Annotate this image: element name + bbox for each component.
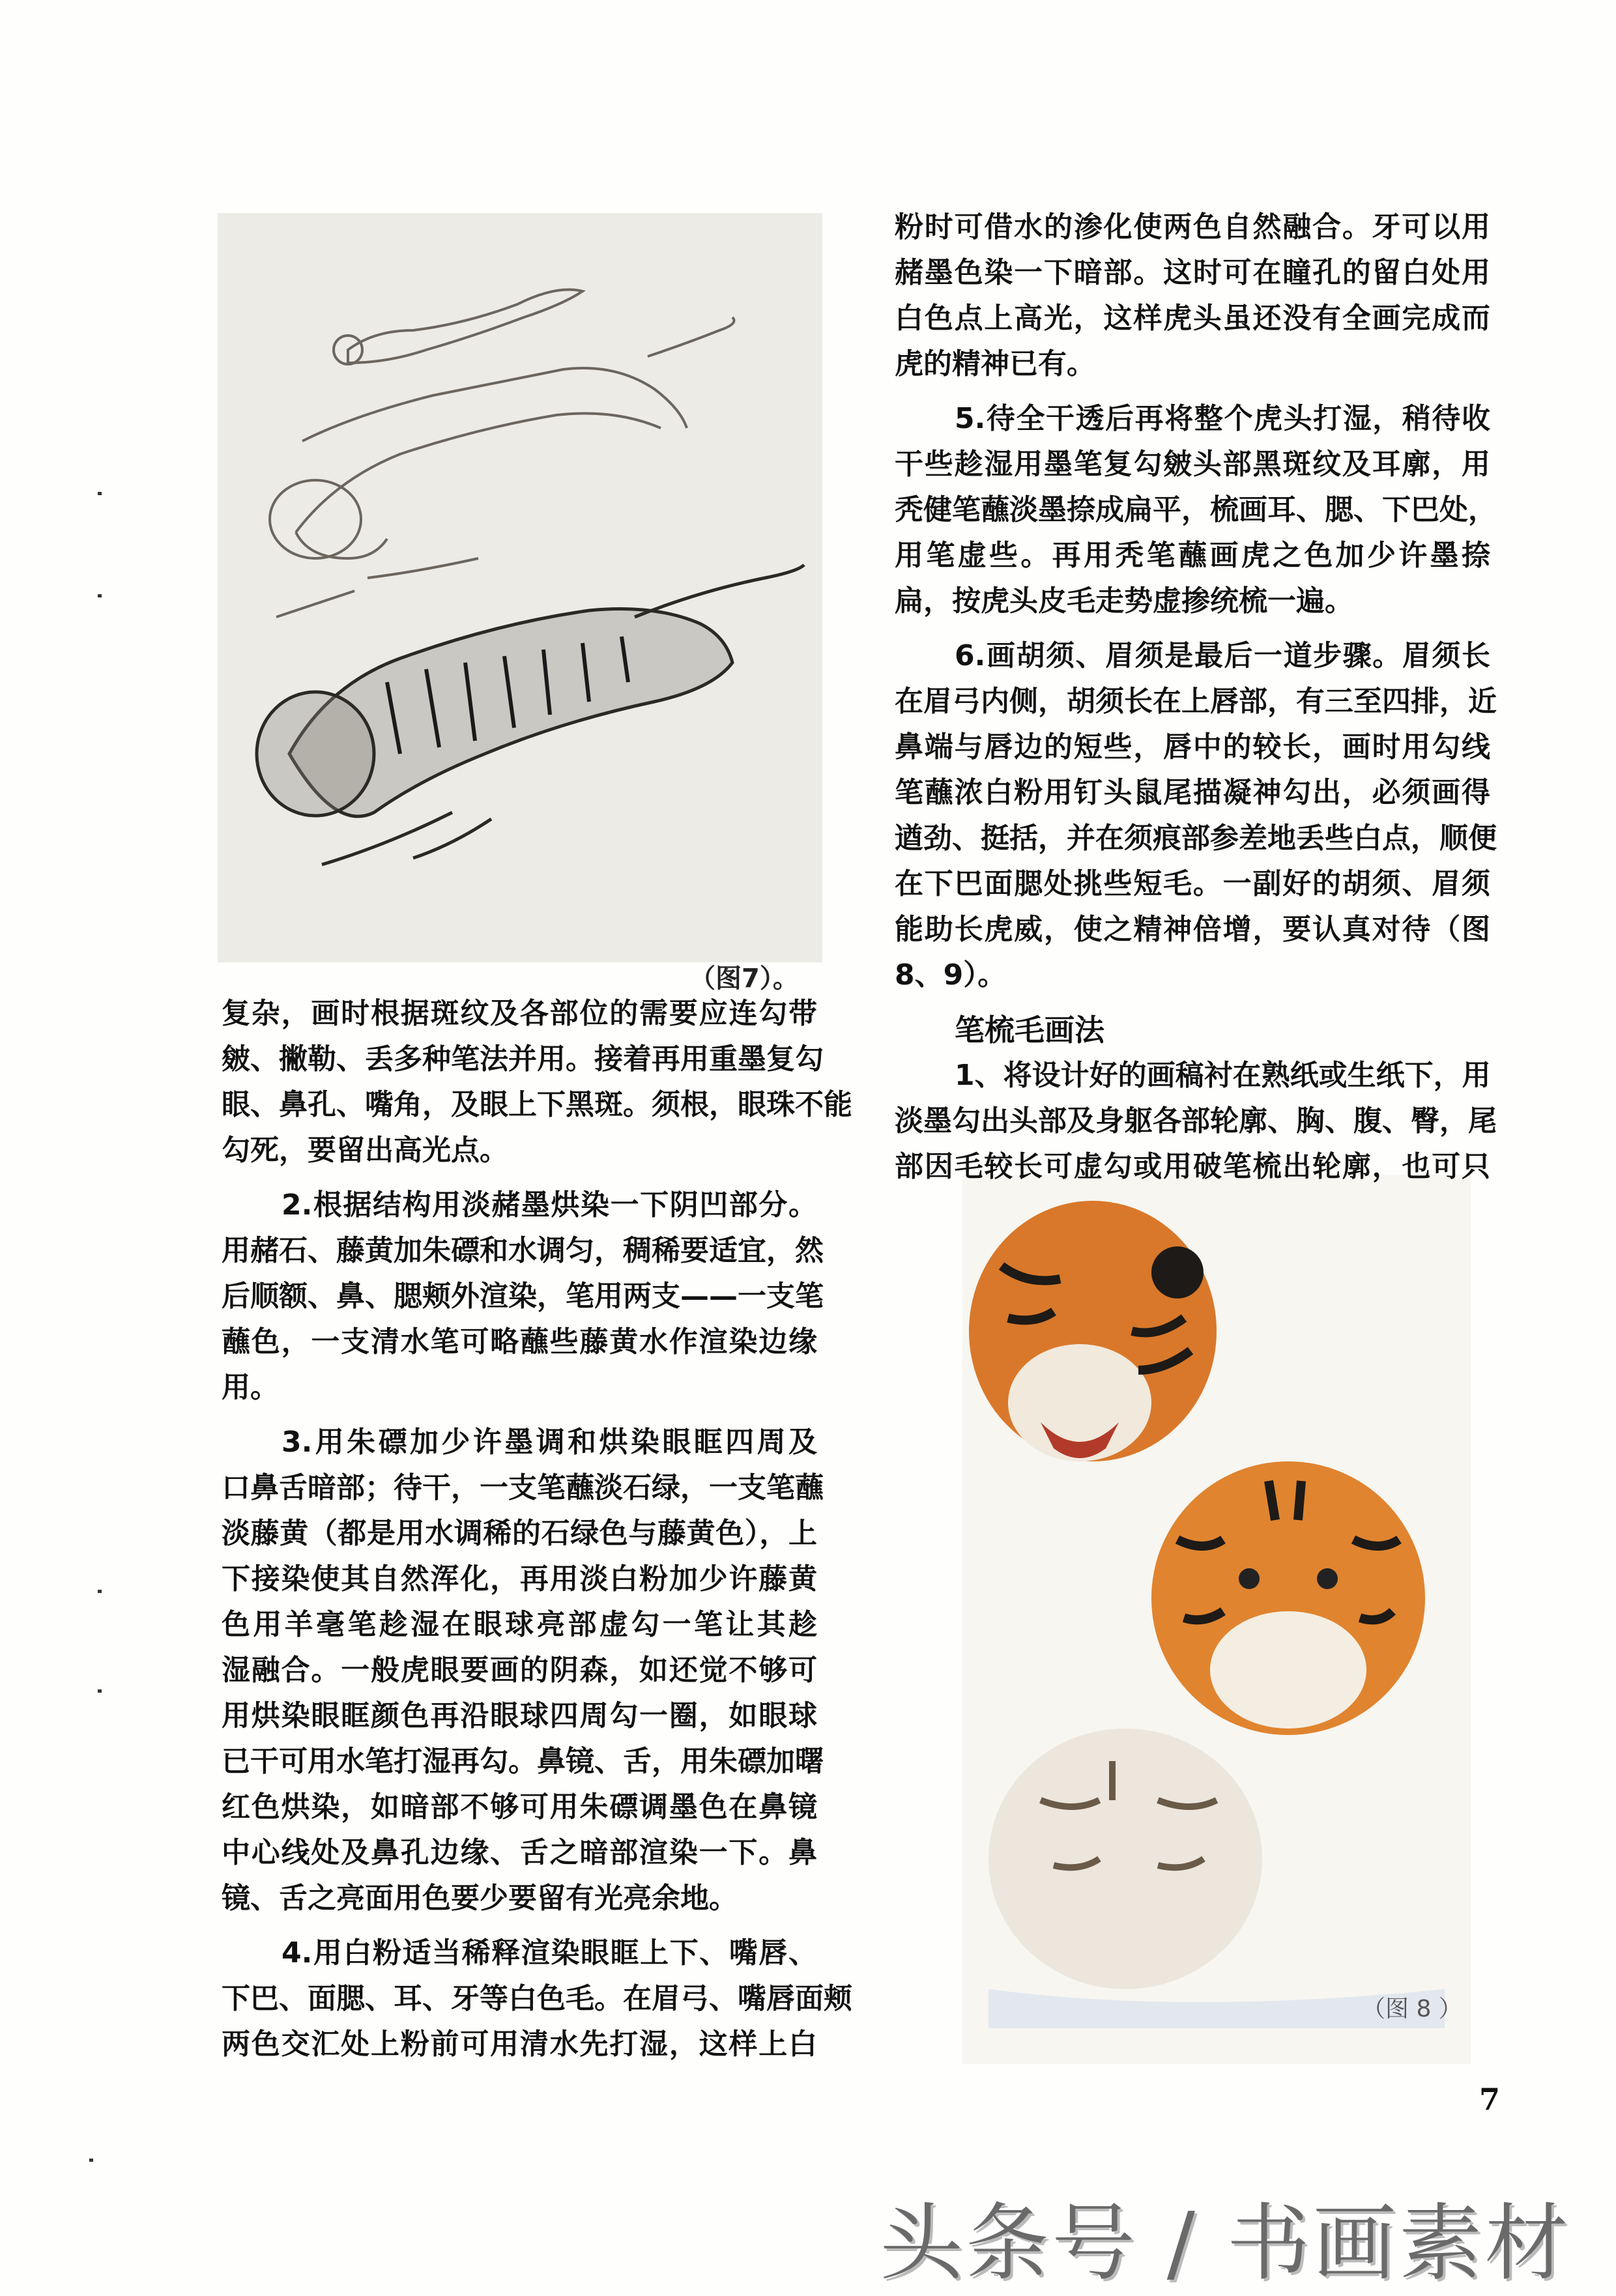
text-line: 皴、撇勒、丢多种笔法并用。接着再用重墨复勾 bbox=[222, 1042, 824, 1076]
paragraph bbox=[222, 991, 852, 1173]
text-line: 口鼻舌暗部；待干，一支笔蘸淡石绿，一支笔蘸 bbox=[222, 1471, 824, 1504]
text-line: 秃健笔蘸淡墨捺成扁平，梳画耳、腮、下巴处， bbox=[895, 493, 1497, 526]
text-line: 蘸色，一支清水笔可略蘸些藤黄水作渲染边缘 bbox=[222, 1325, 817, 1358]
text-line: 5.待全干透后再将整个虎头打湿，稍待收 bbox=[955, 402, 1490, 435]
text-line: 两色交汇处上粉前可用清水先打湿，这样上白 bbox=[222, 2028, 817, 2061]
text-line: 2.根据结构用淡赭墨烘染一下阴凹部分。 bbox=[281, 1188, 817, 1222]
text-line: 3.用朱磦加少许墨调和烘染眼眶四周及 bbox=[281, 1426, 817, 1459]
scan-mark bbox=[98, 1689, 102, 1693]
text-line: 赭墨色染一下暗部。这时可在瞳孔的留白处用 bbox=[895, 256, 1490, 289]
text-line: 笔蘸浓白粉用钉头鼠尾描凝神勾出，必须画得 bbox=[895, 776, 1490, 809]
text-line: 已干可用水笔打湿再勾。鼻镜、舌，用朱磦加曙 bbox=[222, 1745, 824, 1778]
text-line: 虎的精神已有。 bbox=[895, 347, 1095, 380]
text-line: 用笔虚些。再用秃笔蘸画虎之色加少许墨捺 bbox=[895, 539, 1490, 572]
figure-8-caption: （图 8 ） bbox=[1362, 1996, 1462, 2022]
text-line: 干些趁湿用墨笔复勾皴头部黑斑纹及耳廓，用 bbox=[895, 448, 1490, 481]
page-number: 7 bbox=[1479, 2082, 1501, 2117]
scan-mark bbox=[98, 594, 102, 597]
right-text-column bbox=[895, 205, 1497, 1190]
section-heading: 笔梳毛画法 bbox=[955, 1012, 1104, 1048]
left-text-column bbox=[222, 991, 852, 2067]
scan-mark bbox=[98, 492, 102, 495]
text-line: 色用羊毫笔趁湿在眼球亮部虚勾一笔让其趁 bbox=[222, 1608, 817, 1641]
text-line: 用烘染眼眶颜色再沿眼球四周勾一圈，如眼球 bbox=[222, 1699, 817, 1732]
paragraph bbox=[895, 205, 1490, 387]
paragraph bbox=[222, 1420, 824, 1921]
tiger-heads-illustration bbox=[962, 1175, 1471, 2064]
text-line: 粉时可借水的渗化使两色自然融合。牙可以用 bbox=[895, 210, 1490, 244]
paragraph bbox=[895, 1053, 1497, 1190]
paragraph bbox=[895, 396, 1497, 624]
text-line: 部因毛较长可虚勾或用破笔梳出轮廓，也可只 bbox=[895, 1150, 1490, 1183]
scan-mark bbox=[98, 1590, 102, 1593]
text-line: 6.画胡须、眉须是最后一道步骤。眉须长 bbox=[955, 639, 1490, 672]
text-line: 淡墨勾出头部及身躯各部轮廓、胸、腹、臀，尾 bbox=[895, 1104, 1497, 1138]
text-line: 遒劲、挺括，并在须痕部参差地丢些白点，顺便 bbox=[895, 822, 1497, 855]
paragraph bbox=[222, 1930, 852, 2067]
text-line: 复杂，画时根据斑纹及各部位的需要应连勾带 bbox=[222, 997, 817, 1030]
text-line: 能助长虎威，使之精神倍增，要认真对待（图 bbox=[895, 913, 1490, 946]
figure-7-tiger-sketches bbox=[218, 213, 822, 962]
text-line: 镜、舌之亮面用色要少要留有光亮余地。 bbox=[222, 1882, 738, 1915]
figure-7-caption: （图7）。 bbox=[689, 964, 799, 994]
text-line: 用。 bbox=[222, 1371, 279, 1404]
text-line: 4.用白粉适当稀释渲染眼眶上下、嘴唇、 bbox=[281, 1936, 817, 1970]
text-line: 8、9）。 bbox=[895, 958, 1007, 992]
text-line: 下接染使其自然浑化，再用淡白粉加少许藤黄 bbox=[222, 1562, 817, 1596]
text-line: 在眉弓内侧，胡须长在上唇部，有三至四排，近 bbox=[895, 685, 1497, 718]
figure-8-tiger-heads bbox=[962, 1175, 1471, 2064]
text-line: 鼻端与唇边的短些，唇中的较长，画时用勾线 bbox=[895, 730, 1490, 764]
text-line: 淡藤黄（都是用水调稀的石绿色与藤黄色），上 bbox=[222, 1517, 817, 1550]
text-line: 后顺额、鼻、腮颊外渲染，笔用两支——一支笔 bbox=[222, 1280, 824, 1313]
text-line: 扁，按虎头皮毛走势虚掺统梳一遍。 bbox=[895, 584, 1353, 618]
scan-mark bbox=[89, 2159, 93, 2162]
text-line: 用赭石、藤黄加朱磦和水调匀，稠稀要适宜，然 bbox=[222, 1234, 824, 1267]
text-line: 湿融合。一般虎眼要画的阴森，如还觉不够可 bbox=[222, 1654, 817, 1687]
text-line: 1、将设计好的画稿衬在熟纸或生纸下，用 bbox=[955, 1059, 1491, 1092]
text-line: 下巴、面腮、耳、牙等白色毛。在眉弓、嘴唇面颊 bbox=[222, 1982, 852, 2015]
text-line: 红色烘染，如暗部不够可用朱磦调墨色在鼻镜 bbox=[222, 1790, 817, 1824]
text-line: 勾死，要留出高光点。 bbox=[222, 1134, 508, 1167]
text-line: 白色点上高光，这样虎头虽还没有全画完成而 bbox=[895, 302, 1490, 335]
watermark: 头条号 / 书画素材 bbox=[880, 2195, 1571, 2292]
text-line: 中心线处及鼻孔边缘、舌之暗部渲染一下。鼻 bbox=[222, 1836, 817, 1869]
paragraph bbox=[222, 1183, 824, 1411]
text-line: 眼、鼻孔、嘴角，及眼上下黑斑。须根，眼珠不能 bbox=[222, 1088, 852, 1121]
tiger-sketch-illustration bbox=[218, 213, 822, 962]
paragraph bbox=[895, 633, 1497, 998]
text-line: 在下巴面腮处挑些短毛。一副好的胡须、眉须 bbox=[895, 867, 1490, 900]
